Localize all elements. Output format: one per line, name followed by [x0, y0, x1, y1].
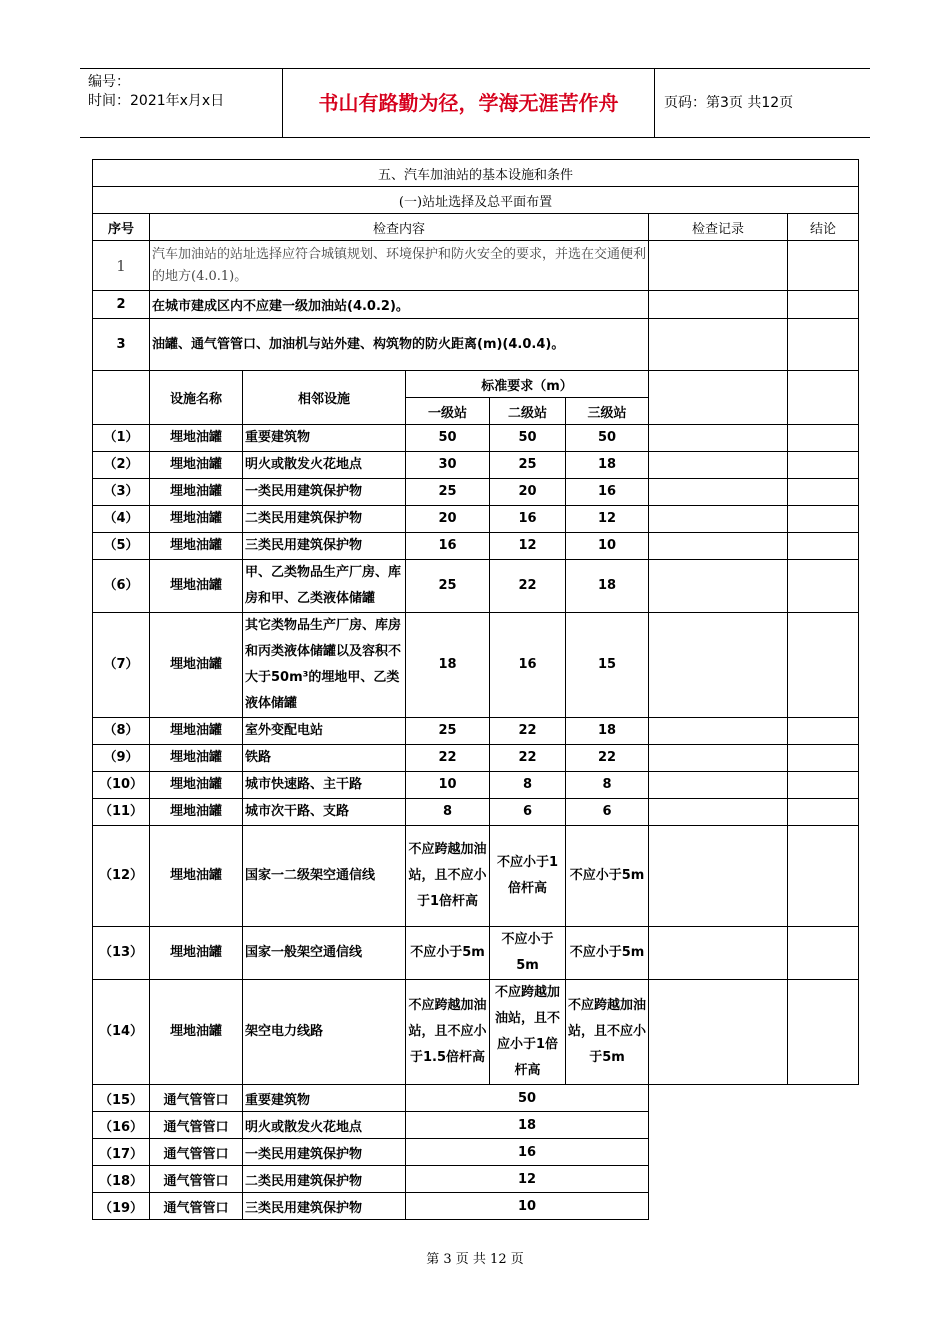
- conclusion-cell[interactable]: [788, 319, 859, 371]
- item-text: 油罐、通气管管口、加油机与站外建、构筑物的防火距离(m)(4.0.4)。: [150, 319, 649, 371]
- record-cell[interactable]: [649, 927, 788, 980]
- row-no: （4）: [93, 506, 150, 533]
- level3-value: 12: [566, 506, 649, 533]
- adjacent-cell: 城市次干路、支路: [243, 799, 406, 826]
- level1-value: 18: [406, 613, 490, 718]
- adjacent-cell: 铁路: [243, 745, 406, 772]
- level2-value: 16: [490, 506, 566, 533]
- row-no: （9）: [93, 745, 150, 772]
- level1-value: 25: [406, 718, 490, 745]
- table-row: [93, 1112, 859, 1139]
- record-cell[interactable]: [649, 452, 788, 479]
- standard-value: 12: [406, 1166, 649, 1193]
- record-cell[interactable]: [649, 291, 788, 319]
- col-seq: 序号: [93, 214, 150, 241]
- facility-cell: 埋地油罐: [150, 799, 243, 826]
- adjacent-cell: 明火或散发火花地点: [243, 452, 406, 479]
- record-cell[interactable]: [649, 560, 788, 613]
- level3-value: 18: [566, 718, 649, 745]
- level3-value: 16: [566, 479, 649, 506]
- col-record: 检查记录: [649, 214, 788, 241]
- table-row: [93, 745, 859, 772]
- level2-value: 50: [490, 425, 566, 452]
- row-no: （7）: [93, 613, 150, 718]
- adjacent-cell: 明火或散发火花地点: [243, 1112, 406, 1139]
- facility-cell: 埋地油罐: [150, 826, 243, 927]
- row-no: （16）: [93, 1112, 150, 1139]
- adjacent-cell: 其它类物品生产厂房、库房和丙类液体储罐以及容积不大于50m³的埋地甲、乙类液体储罐: [243, 613, 406, 718]
- adjacent-cell: 国家一般架空通信线: [243, 927, 406, 980]
- table-row: [93, 826, 859, 927]
- record-cell[interactable]: [649, 533, 788, 560]
- row-no: （10）: [93, 772, 150, 799]
- row-no: （11）: [93, 799, 150, 826]
- adjacent-cell: 城市快速路、主干路: [243, 772, 406, 799]
- level2-header: 二级站: [490, 398, 566, 425]
- facility-cell: 埋地油罐: [150, 479, 243, 506]
- facility-cell: 埋地油罐: [150, 718, 243, 745]
- conclusion-cell[interactable]: [788, 241, 859, 291]
- conclusion-cell[interactable]: [788, 533, 859, 560]
- row-no: （17）: [93, 1139, 150, 1166]
- level1-value: 22: [406, 745, 490, 772]
- adjacent-cell: 甲、乙类物品生产厂房、库房和甲、乙类液体储罐: [243, 560, 406, 613]
- standard-value: 50: [406, 1085, 649, 1112]
- adjacent-cell: 二类民用建筑保护物: [243, 1166, 406, 1193]
- adjacent-cell: 三类民用建筑保护物: [243, 533, 406, 560]
- record-cell[interactable]: [649, 980, 788, 1085]
- conclusion-cell[interactable]: [788, 718, 859, 745]
- inspection-table: [92, 159, 859, 1220]
- table-row: [93, 452, 859, 479]
- conclusion-cell[interactable]: [788, 826, 859, 927]
- page-label: 页码：第3页 共12页: [664, 95, 794, 111]
- table-row: [93, 718, 859, 745]
- conclusion-cell[interactable]: [788, 980, 859, 1085]
- level3-header: 三级站: [566, 398, 649, 425]
- level3-value: 6: [566, 799, 649, 826]
- level2-value: 22: [490, 718, 566, 745]
- conclusion-cell[interactable]: [788, 745, 859, 772]
- row-no: （13）: [93, 927, 150, 980]
- row-no: （18）: [93, 1166, 150, 1193]
- level3-value: 50: [566, 425, 649, 452]
- table-row: [93, 479, 859, 506]
- page-footer: 第 3 页 共 12 页: [426, 1252, 524, 1267]
- facility-header: 设施名称: [150, 371, 243, 425]
- adjacent-cell: 重要建筑物: [243, 1085, 406, 1112]
- adjacent-cell: 架空电力线路: [243, 980, 406, 1085]
- standard-header: 标准要求（m）: [406, 371, 649, 398]
- level1-value: 不应小于5m: [406, 927, 490, 980]
- level2-value: 16: [490, 613, 566, 718]
- facility-cell: 埋地油罐: [150, 452, 243, 479]
- conclusion-cell[interactable]: [788, 772, 859, 799]
- level2-value: 25: [490, 452, 566, 479]
- table-row: [93, 799, 859, 826]
- number-label: 编号：: [88, 74, 130, 90]
- record-cell[interactable]: [649, 425, 788, 452]
- table-row: [93, 533, 859, 560]
- row-no: （14）: [93, 980, 150, 1085]
- row-no: （1）: [93, 425, 150, 452]
- level1-value: 50: [406, 425, 490, 452]
- table-row: [93, 1085, 859, 1112]
- adjacent-cell: 重要建筑物: [243, 425, 406, 452]
- conclusion-cell[interactable]: [788, 291, 859, 319]
- level3-value: 15: [566, 613, 649, 718]
- table-row: [93, 613, 859, 718]
- motto: 书山有路勤为径，学海无涯苦作舟: [283, 69, 655, 137]
- level1-value: 20: [406, 506, 490, 533]
- table-subtitle: (一)站址选择及总平面布置: [93, 187, 859, 214]
- level1-header: 一级站: [406, 398, 490, 425]
- facility-cell: 埋地油罐: [150, 980, 243, 1085]
- adjacent-cell: 室外变配电站: [243, 718, 406, 745]
- facility-cell: 埋地油罐: [150, 613, 243, 718]
- page-header: [80, 68, 870, 138]
- table-row: [93, 506, 859, 533]
- level1-value: 10: [406, 772, 490, 799]
- level1-value: 30: [406, 452, 490, 479]
- level1-value: 不应跨越加油站，且不应小于1.5倍杆高: [406, 980, 490, 1085]
- facility-cell: 埋地油罐: [150, 506, 243, 533]
- item-no: 1: [93, 241, 150, 291]
- table-row: [93, 980, 859, 1085]
- record-cell[interactable]: [649, 718, 788, 745]
- item-text: 汽车加油站的站址选择应符合城镇规划、环境保护和防火安全的要求，并选在交通便利的地方(4.0.1)。: [150, 241, 649, 291]
- row-no: （15）: [93, 1085, 150, 1112]
- standard-value: 16: [406, 1139, 649, 1166]
- level3-value: 22: [566, 745, 649, 772]
- adjacent-header: 相邻设施: [243, 371, 406, 425]
- conclusion-cell[interactable]: [788, 452, 859, 479]
- record-cell[interactable]: [649, 826, 788, 927]
- level3-value: 18: [566, 560, 649, 613]
- facility-cell: 埋地油罐: [150, 560, 243, 613]
- row-no: （12）: [93, 826, 150, 927]
- adjacent-cell: 三类民用建筑保护物: [243, 1193, 406, 1220]
- record-cell[interactable]: [649, 745, 788, 772]
- header-meta: [80, 69, 283, 137]
- level1-value: 25: [406, 560, 490, 613]
- conclusion-cell[interactable]: [788, 799, 859, 826]
- table-row: [93, 927, 859, 980]
- row-no: （5）: [93, 533, 150, 560]
- conclusion-cell[interactable]: [788, 425, 859, 452]
- level2-value: 不应小于1倍杆高: [490, 826, 566, 927]
- level3-value: 不应跨越加油站，且不应小于5m: [566, 980, 649, 1085]
- table-row: [93, 1139, 859, 1166]
- facility-cell: 通气管管口: [150, 1085, 243, 1112]
- table-row: [93, 1166, 859, 1193]
- standard-value: 10: [406, 1193, 649, 1220]
- level2-value: 不应跨越加油站，且不应小于1倍杆高: [490, 980, 566, 1085]
- level1-value: 8: [406, 799, 490, 826]
- conclusion-cell[interactable]: [788, 479, 859, 506]
- level3-value: 不应小于5m: [566, 927, 649, 980]
- table-row: [93, 1193, 859, 1220]
- conclusion-cell[interactable]: [788, 613, 859, 718]
- table-row: [93, 772, 859, 799]
- record-cell[interactable]: [649, 506, 788, 533]
- record-cell[interactable]: [649, 319, 788, 371]
- facility-cell: 埋地油罐: [150, 425, 243, 452]
- row-no: （8）: [93, 718, 150, 745]
- adjacent-cell: 国家一二级架空通信线: [243, 826, 406, 927]
- adjacent-cell: 二类民用建筑保护物: [243, 506, 406, 533]
- facility-cell: 埋地油罐: [150, 533, 243, 560]
- item-no: 2: [93, 291, 150, 319]
- col-conclusion: 结论: [788, 214, 859, 241]
- table-title: 五、汽车加油站的基本设施和条件: [93, 160, 859, 187]
- level1-value: 不应跨越加油站，且不应小于1倍杆高: [406, 826, 490, 927]
- facility-cell: 通气管管口: [150, 1193, 243, 1220]
- adjacent-cell: 一类民用建筑保护物: [243, 1139, 406, 1166]
- level2-value: 22: [490, 560, 566, 613]
- conclusion-cell[interactable]: [788, 560, 859, 613]
- row-no: （2）: [93, 452, 150, 479]
- level2-value: 22: [490, 745, 566, 772]
- facility-cell: 埋地油罐: [150, 927, 243, 980]
- level2-value: 12: [490, 533, 566, 560]
- row-no: （3）: [93, 479, 150, 506]
- record-cell[interactable]: [649, 241, 788, 291]
- adjacent-cell: 一类民用建筑保护物: [243, 479, 406, 506]
- level2-value: 8: [490, 772, 566, 799]
- level3-value: 8: [566, 772, 649, 799]
- level3-value: 18: [566, 452, 649, 479]
- level1-value: 16: [406, 533, 490, 560]
- facility-cell: 通气管管口: [150, 1112, 243, 1139]
- facility-cell: 通气管管口: [150, 1166, 243, 1193]
- level2-value: 不应小于5m: [490, 927, 566, 980]
- level3-value: 10: [566, 533, 649, 560]
- level3-value: 不应小于5m: [566, 826, 649, 927]
- row-no: （19）: [93, 1193, 150, 1220]
- record-cell[interactable]: [649, 799, 788, 826]
- row-no: （6）: [93, 560, 150, 613]
- level2-value: 6: [490, 799, 566, 826]
- table-row: [93, 425, 859, 452]
- facility-cell: 通气管管口: [150, 1139, 243, 1166]
- facility-cell: 埋地油罐: [150, 772, 243, 799]
- facility-cell: 埋地油罐: [150, 745, 243, 772]
- item-no: 3: [93, 319, 150, 371]
- conclusion-cell[interactable]: [788, 506, 859, 533]
- item-text: 在城市建成区内不应建一级加油站(4.0.2)。: [150, 291, 649, 319]
- record-cell[interactable]: [649, 772, 788, 799]
- record-cell[interactable]: [649, 479, 788, 506]
- record-cell[interactable]: [649, 613, 788, 718]
- table-row: [93, 560, 859, 613]
- level1-value: 25: [406, 479, 490, 506]
- time-label: 时间：2021年x月x日: [88, 93, 225, 109]
- col-content: 检查内容: [150, 214, 649, 241]
- level2-value: 20: [490, 479, 566, 506]
- conclusion-cell[interactable]: [788, 927, 859, 980]
- standard-value: 18: [406, 1112, 649, 1139]
